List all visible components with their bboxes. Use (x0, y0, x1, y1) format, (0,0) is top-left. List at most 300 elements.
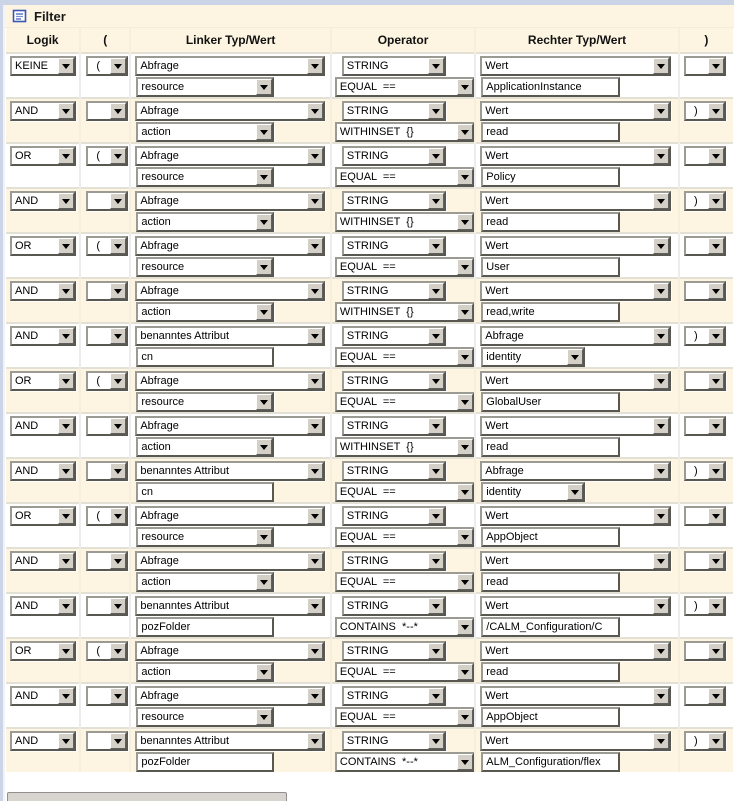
left-type-select[interactable] (135, 101, 325, 121)
filter-row (6, 53, 733, 98)
dropdown-arrow-icon (428, 643, 444, 659)
right-value-input[interactable] (481, 617, 620, 637)
dropdown-arrow-icon (307, 58, 323, 74)
dropdown-arrow-icon (653, 373, 669, 389)
column-header-close-paren: ) (679, 28, 733, 53)
open-paren-value: ( (96, 375, 101, 387)
logic-operator-select[interactable] (10, 461, 76, 481)
right-type-value: Wert (485, 600, 509, 612)
close-paren-select[interactable] (684, 596, 726, 616)
dropdown-arrow-icon (708, 58, 724, 74)
operator-select[interactable] (335, 707, 475, 727)
close-paren-value (686, 58, 708, 74)
left-type-value: Abfrage (140, 645, 179, 657)
left-value-input[interactable] (136, 617, 274, 637)
right-type-select[interactable] (480, 281, 671, 301)
operator-type-value: STRING (346, 510, 389, 522)
close-paren-value (686, 688, 708, 704)
open-paren-select[interactable] (86, 596, 128, 616)
right-type-select[interactable] (480, 731, 671, 751)
close-paren-select[interactable] (684, 101, 726, 121)
right-type-select[interactable] (480, 686, 671, 706)
dropdown-arrow-icon (457, 709, 473, 725)
operator-type-select[interactable] (342, 236, 446, 256)
left-value-select[interactable] (136, 707, 274, 727)
close-paren-value (686, 283, 708, 299)
right-type-select[interactable] (480, 371, 671, 391)
open-paren-value: ( (96, 150, 101, 162)
left-value-select[interactable] (136, 572, 274, 592)
operator-select[interactable] (335, 482, 475, 502)
dropdown-arrow-icon (457, 529, 473, 545)
left-type-value: Abfrage (140, 420, 179, 432)
left-type-value: Abfrage (140, 375, 179, 387)
open-paren-select[interactable] (86, 416, 128, 436)
horizontal-scrollbar[interactable] (7, 792, 287, 801)
left-type-select[interactable] (135, 686, 325, 706)
filter-row (6, 458, 733, 503)
operator-type-value: STRING (346, 600, 389, 612)
open-paren-select[interactable] (86, 236, 128, 256)
right-type-select[interactable] (480, 551, 671, 571)
left-value-select[interactable] (136, 392, 274, 412)
dropdown-arrow-icon (110, 58, 126, 74)
right-value-input[interactable] (481, 302, 620, 322)
left-value: resource (141, 171, 185, 183)
right-value-input[interactable] (481, 257, 620, 277)
dropdown-arrow-icon (256, 304, 272, 320)
right-value-input[interactable] (481, 167, 620, 187)
logic-operator-select[interactable] (10, 101, 76, 121)
right-value: identity (486, 351, 522, 363)
filter-table (6, 28, 733, 772)
dropdown-arrow-icon (110, 328, 126, 344)
left-value-input[interactable] (136, 482, 274, 502)
logic-operator-select[interactable] (10, 596, 76, 616)
close-paren-value: ) (693, 465, 698, 477)
right-value-select[interactable] (481, 347, 585, 367)
operator-value: WITHINSET {} (339, 126, 414, 138)
right-type-select[interactable] (480, 56, 671, 76)
left-type-value: Abfrage (140, 105, 179, 117)
right-value-input[interactable] (481, 707, 620, 727)
left-type-select[interactable] (135, 236, 325, 256)
dropdown-arrow-icon (58, 58, 74, 74)
filter-row (6, 233, 733, 278)
dropdown-arrow-icon (708, 733, 724, 749)
left-type-value: Abfrage (140, 150, 179, 162)
left-value-select[interactable] (136, 212, 274, 232)
close-paren-value (686, 553, 708, 569)
filter-row (6, 638, 733, 683)
left-type-select[interactable] (135, 551, 325, 571)
dropdown-arrow-icon (457, 664, 473, 680)
left-value-select[interactable] (136, 527, 274, 547)
dropdown-arrow-icon (708, 238, 724, 254)
dropdown-arrow-icon (457, 394, 473, 410)
left-type-select[interactable] (135, 641, 325, 661)
dropdown-arrow-icon (457, 79, 473, 95)
right-value-input[interactable] (481, 122, 620, 142)
close-paren-value (686, 373, 708, 389)
column-header-left-type: Linker Typ/Wert (130, 28, 331, 53)
right-value-input[interactable] (481, 527, 620, 547)
operator-value: EQUAL == (339, 81, 396, 93)
operator-type-select[interactable] (342, 281, 446, 301)
dropdown-arrow-icon (653, 418, 669, 434)
logic-operator-select[interactable] (10, 146, 76, 166)
operator-value: EQUAL == (339, 171, 396, 183)
dropdown-arrow-icon (457, 304, 473, 320)
dropdown-arrow-icon (428, 688, 444, 704)
right-type-value: Wert (485, 555, 509, 567)
right-value-input[interactable] (481, 752, 620, 772)
operator-type-value: STRING (346, 195, 389, 207)
operator-select[interactable] (335, 212, 475, 232)
right-type-select[interactable] (480, 416, 671, 436)
left-value-select[interactable] (136, 437, 274, 457)
open-paren-select[interactable] (86, 101, 128, 121)
operator-type-select[interactable] (342, 551, 446, 571)
close-paren-select[interactable] (684, 551, 726, 571)
filter-row (6, 683, 733, 728)
operator-type-select[interactable] (342, 641, 446, 661)
operator-select[interactable] (335, 617, 475, 637)
open-paren-select[interactable] (86, 641, 128, 661)
right-type-value: Wert (485, 195, 509, 207)
right-type-select[interactable] (480, 191, 671, 211)
open-paren-value: ( (96, 240, 101, 252)
filter-row (6, 143, 733, 188)
dropdown-arrow-icon (457, 619, 473, 635)
dropdown-arrow-icon (110, 598, 126, 614)
logic-operator-select[interactable] (10, 371, 76, 391)
right-type-value: Wert (485, 420, 509, 432)
dropdown-arrow-icon (708, 373, 724, 389)
open-paren-select[interactable] (86, 731, 128, 751)
dropdown-arrow-icon (428, 418, 444, 434)
left-value-select[interactable] (136, 77, 274, 97)
operator-type-select[interactable] (342, 371, 446, 391)
logic-operator-value: OR (15, 510, 32, 522)
left-value-select[interactable] (136, 662, 274, 682)
right-type-value: Wert (485, 105, 509, 117)
operator-value: WITHINSET {} (339, 306, 414, 318)
filter-row (6, 728, 733, 772)
left-type-value: Abfrage (140, 60, 179, 72)
logic-operator-value: OR (15, 645, 32, 657)
dropdown-arrow-icon (110, 733, 126, 749)
dropdown-arrow-icon (58, 373, 74, 389)
right-type-select[interactable] (480, 326, 671, 346)
dropdown-arrow-icon (256, 214, 272, 230)
close-paren-select[interactable] (684, 371, 726, 391)
right-value-select[interactable] (481, 482, 585, 502)
dropdown-arrow-icon (653, 733, 669, 749)
operator-select[interactable] (335, 752, 475, 772)
open-paren-select[interactable] (86, 506, 128, 526)
dropdown-arrow-icon (307, 373, 323, 389)
logic-operator-select[interactable] (10, 506, 76, 526)
open-paren-select[interactable] (86, 371, 128, 391)
dropdown-arrow-icon (653, 328, 669, 344)
close-paren-select[interactable] (684, 731, 726, 751)
operator-type-value: STRING (346, 735, 389, 747)
dropdown-arrow-icon (110, 103, 126, 119)
close-paren-select[interactable] (684, 416, 726, 436)
left-type-value: Abfrage (140, 510, 179, 522)
dropdown-arrow-icon (110, 508, 126, 524)
operator-type-select[interactable] (342, 686, 446, 706)
right-type-value: Wert (485, 645, 509, 657)
logic-operator-select[interactable] (10, 56, 76, 76)
close-paren-value: ) (693, 105, 698, 117)
dropdown-arrow-icon (708, 193, 724, 209)
right-type-select[interactable] (480, 461, 671, 481)
left-value-select[interactable] (136, 122, 274, 142)
operator-select[interactable] (335, 257, 475, 277)
operator-value: CONTAINS *--* (339, 621, 418, 633)
dropdown-arrow-icon (428, 283, 444, 299)
left-value: action (141, 306, 171, 318)
logic-operator-select[interactable] (10, 191, 76, 211)
operator-select[interactable] (335, 302, 475, 322)
open-paren-select[interactable] (86, 281, 128, 301)
dropdown-arrow-icon (428, 328, 444, 344)
right-type-select[interactable] (480, 596, 671, 616)
logic-operator-value: AND (15, 735, 39, 747)
close-paren-select[interactable] (684, 641, 726, 661)
dropdown-arrow-icon (110, 238, 126, 254)
open-paren-value (88, 598, 110, 614)
logic-operator-select[interactable] (10, 641, 76, 661)
close-paren-select[interactable] (684, 146, 726, 166)
left-value-select[interactable] (136, 167, 274, 187)
right-type-select[interactable] (480, 101, 671, 121)
dropdown-arrow-icon (58, 148, 74, 164)
dropdown-arrow-icon (457, 754, 473, 770)
close-paren-select[interactable] (684, 281, 726, 301)
operator-select[interactable] (335, 527, 475, 547)
close-paren-select[interactable] (684, 191, 726, 211)
close-paren-select[interactable] (684, 686, 726, 706)
operator-select[interactable] (335, 122, 475, 142)
operator-type-select[interactable] (342, 146, 446, 166)
operator-type-select[interactable] (342, 326, 446, 346)
dropdown-arrow-icon (110, 193, 126, 209)
open-paren-value (88, 463, 110, 479)
logic-operator-value: AND (15, 420, 39, 432)
right-type-select[interactable] (480, 146, 671, 166)
left-type-value: benanntes Attribut (140, 600, 230, 612)
dropdown-arrow-icon (708, 283, 724, 299)
operator-value: EQUAL == (339, 261, 396, 273)
filter-row (6, 98, 733, 143)
left-type-select[interactable] (135, 326, 325, 346)
close-paren-value: ) (693, 735, 698, 747)
dropdown-arrow-icon (653, 643, 669, 659)
right-type-value: Wert (485, 285, 509, 297)
dropdown-arrow-icon (653, 598, 669, 614)
dropdown-arrow-icon (307, 553, 323, 569)
logic-operator-value: AND (15, 105, 39, 117)
logic-operator-select[interactable] (10, 281, 76, 301)
operator-type-select[interactable] (342, 56, 446, 76)
left-type-select[interactable] (135, 596, 325, 616)
dropdown-arrow-icon (708, 328, 724, 344)
dropdown-arrow-icon (307, 103, 323, 119)
dropdown-arrow-icon (307, 688, 323, 704)
dropdown-arrow-icon (58, 103, 74, 119)
left-type-select[interactable] (135, 371, 325, 391)
open-paren-select[interactable] (86, 146, 128, 166)
dropdown-arrow-icon (653, 688, 669, 704)
close-paren-select[interactable] (684, 56, 726, 76)
left-type-value: Abfrage (140, 285, 179, 297)
operator-select[interactable] (335, 662, 475, 682)
operator-select[interactable] (335, 572, 475, 592)
open-paren-select[interactable] (86, 56, 128, 76)
operator-value: EQUAL == (339, 666, 396, 678)
operator-type-select[interactable] (342, 731, 446, 751)
logic-operator-value: OR (15, 150, 32, 162)
dropdown-arrow-icon (256, 529, 272, 545)
operator-value: WITHINSET {} (339, 441, 414, 453)
left-type-select[interactable] (135, 281, 325, 301)
left-type-select[interactable] (135, 146, 325, 166)
left-value-input[interactable] (136, 752, 274, 772)
dropdown-arrow-icon (653, 283, 669, 299)
operator-type-select[interactable] (342, 506, 446, 526)
filter-form-icon (12, 9, 27, 23)
dropdown-arrow-icon (457, 169, 473, 185)
column-header-right-type: Rechter Typ/Wert (475, 28, 679, 53)
logic-operator-select[interactable] (10, 236, 76, 256)
dropdown-arrow-icon (110, 688, 126, 704)
left-type-select[interactable] (135, 731, 325, 751)
open-paren-value (88, 283, 110, 299)
dropdown-arrow-icon (428, 733, 444, 749)
left-type-select[interactable] (135, 416, 325, 436)
right-type-select[interactable] (480, 506, 671, 526)
right-type-select[interactable] (480, 236, 671, 256)
column-header-operator: Operator (331, 28, 475, 53)
dropdown-arrow-icon (58, 733, 74, 749)
left-value-select[interactable] (136, 257, 274, 277)
right-type-value: Abfrage (485, 330, 524, 342)
open-paren-select[interactable] (86, 686, 128, 706)
open-paren-select[interactable] (86, 551, 128, 571)
dropdown-arrow-icon (58, 283, 74, 299)
operator-type-value: STRING (346, 330, 389, 342)
operator-select[interactable] (335, 392, 475, 412)
right-value-input[interactable] (481, 212, 620, 232)
close-paren-select[interactable] (684, 236, 726, 256)
left-type-value: benanntes Attribut (140, 735, 230, 747)
open-paren-value: ( (96, 510, 101, 522)
open-paren-select[interactable] (86, 326, 128, 346)
left-type-select[interactable] (135, 56, 325, 76)
dropdown-arrow-icon (110, 418, 126, 434)
operator-type-value: STRING (346, 285, 389, 297)
left-type-select[interactable] (135, 506, 325, 526)
dropdown-arrow-icon (58, 463, 74, 479)
close-paren-select[interactable] (684, 326, 726, 346)
left-value-select[interactable] (136, 302, 274, 322)
right-value-input[interactable] (481, 392, 620, 412)
operator-select[interactable] (335, 167, 475, 187)
dropdown-arrow-icon (58, 508, 74, 524)
dropdown-arrow-icon (110, 283, 126, 299)
dropdown-arrow-icon (428, 373, 444, 389)
open-paren-value (88, 328, 110, 344)
logic-operator-select[interactable] (10, 551, 76, 571)
open-paren-select[interactable] (86, 191, 128, 211)
close-paren-value: ) (693, 330, 698, 342)
logic-operator-select[interactable] (10, 731, 76, 751)
right-type-select[interactable] (480, 641, 671, 661)
right-value-input[interactable] (481, 572, 620, 592)
left-type-select[interactable] (135, 191, 325, 211)
logic-operator-select[interactable] (10, 686, 76, 706)
dropdown-arrow-icon (58, 553, 74, 569)
dropdown-arrow-icon (307, 283, 323, 299)
open-paren-select[interactable] (86, 461, 128, 481)
dropdown-arrow-icon (256, 394, 272, 410)
dropdown-arrow-icon (256, 124, 272, 140)
operator-type-select[interactable] (342, 191, 446, 211)
logic-operator-select[interactable] (10, 416, 76, 436)
left-value: action (141, 216, 171, 228)
left-type-select[interactable] (135, 461, 325, 481)
operator-type-value: STRING (346, 60, 389, 72)
logic-operator-select[interactable] (10, 326, 76, 346)
left-value: resource (141, 261, 185, 273)
filter-row (6, 188, 733, 233)
operator-type-select[interactable] (342, 416, 446, 436)
column-header-logik: Logik (6, 28, 80, 53)
close-paren-select[interactable] (684, 461, 726, 481)
left-value: action (141, 441, 171, 453)
operator-type-select[interactable] (342, 461, 446, 481)
operator-type-select[interactable] (342, 101, 446, 121)
operator-select[interactable] (335, 347, 475, 367)
operator-type-value: STRING (346, 465, 389, 477)
right-value-input[interactable] (481, 662, 620, 682)
dropdown-arrow-icon (653, 238, 669, 254)
close-paren-value: ) (693, 600, 698, 612)
right-type-value: Wert (485, 240, 509, 252)
left-value-input[interactable] (136, 347, 274, 367)
right-value: identity (486, 486, 522, 498)
operator-type-value: STRING (346, 420, 389, 432)
operator-select[interactable] (335, 437, 475, 457)
logic-operator-value: AND (15, 285, 39, 297)
close-paren-select[interactable] (684, 506, 726, 526)
right-value-input[interactable] (481, 437, 620, 457)
operator-type-value: STRING (346, 150, 389, 162)
dropdown-arrow-icon (307, 733, 323, 749)
operator-type-value: STRING (346, 645, 389, 657)
right-value-input[interactable] (481, 77, 620, 97)
operator-value: EQUAL == (339, 486, 396, 498)
dropdown-arrow-icon (58, 643, 74, 659)
operator-type-select[interactable] (342, 596, 446, 616)
operator-type-value: STRING (346, 105, 389, 117)
header-row (6, 28, 733, 53)
operator-select[interactable] (335, 77, 475, 97)
left-type-value: benanntes Attribut (140, 330, 230, 342)
